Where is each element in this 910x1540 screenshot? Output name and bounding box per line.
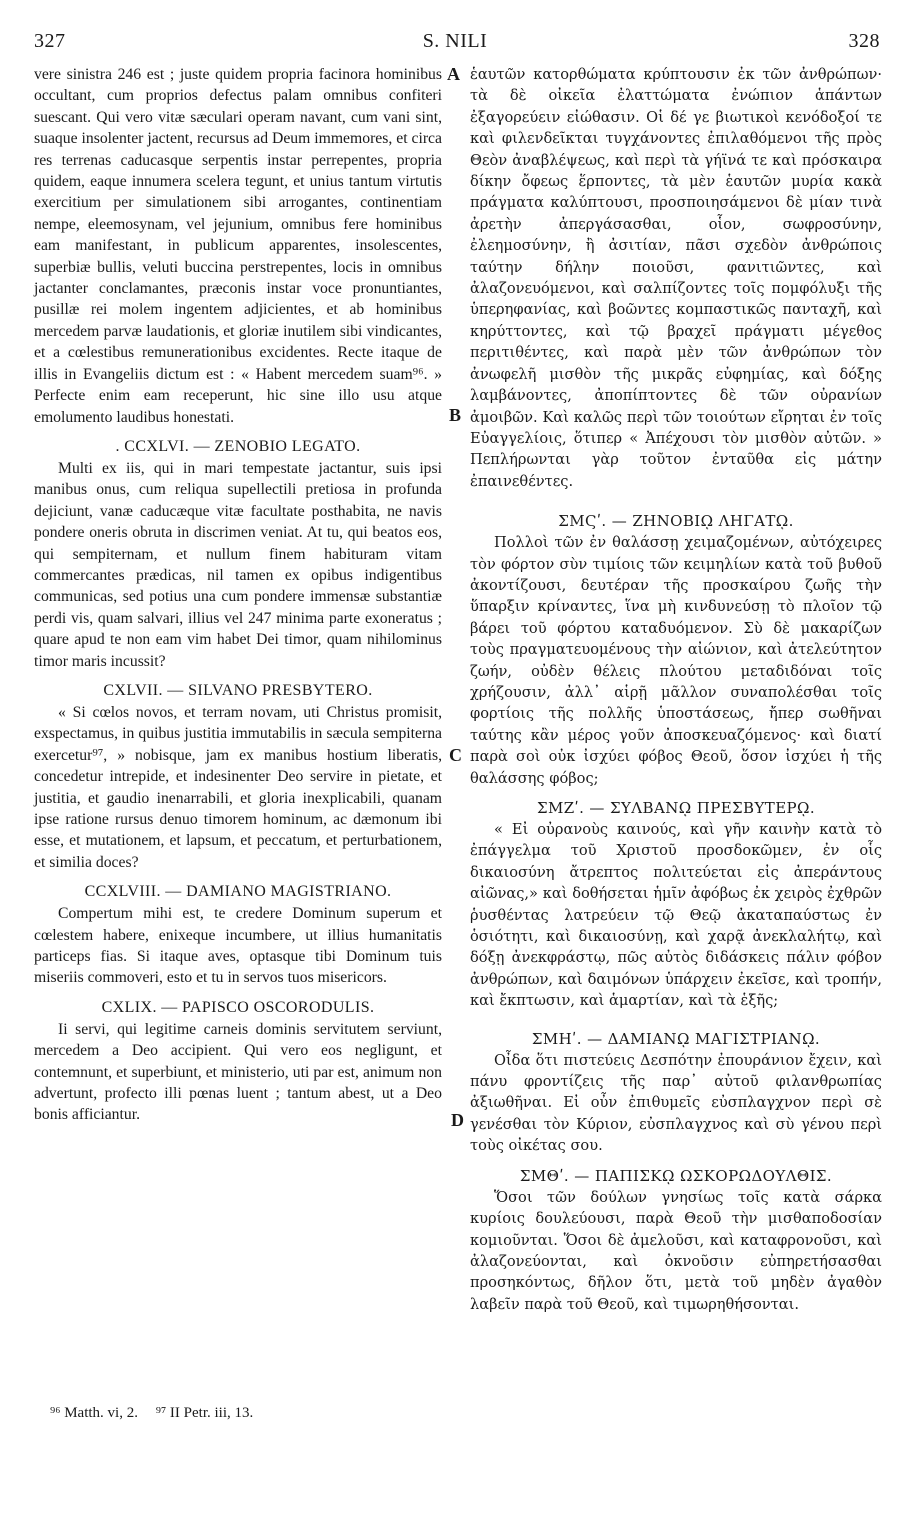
- latin-letter-heading-247: CXLVII. — SILVANO PRESBYTERO.: [103, 681, 373, 699]
- greek-paragraph-intro: ἑαυτῶν κατορθώματα κρύπτουσιν ἐκ τῶν ἀνθρώπων· τὰ δὲ οἰκεῖα ἐλαττώματα ἐνώπιον ἁπάντων ἐξαγορεύειν εἰώθασιν. Οἱ δέ γε βιωτικοὶ κενόδοξοί τε καὶ φιλενδεῖκται τυγχάνοντες ἐπιλαθόμενοι τῆς πρὸς Θεὸν ἀναβλέψεως, καὶ περὶ τὰ γήϊνά τε καὶ πρόσκαιρα δίκην ὄφεως ἕρποντες, τὰ μὲν ἑαυτῶν μυρία κακὰ πράγματα καλύπτουσι, προσποιησάμενοι δὲ μίαν τινὰ ἀρετὴν ἀπεργάσασθαι, οἷον, σωφροσύνην, ἐλεημοσύνην, ἢ ἀσιτίαν, πᾶσι σχεδὸν ἀνθρώποις ταύτην δήλην ποιοῦσι, φανιτιῶντες, καὶ ἀλαζονευόμενοι, καὶ σαλπίζοντες τοῖς πομφόλυξι τῆς ὑπερηφανίας, καὶ βοῶντες κομπαστικῶς πανταχῆ, καὶ κηρύττοντες, καὶ τῷ βραχεῖ πράγματι μέγεθος περιτιθέντες, καὶ παρὰ μὲν τῶν ἀνθρώπων τὸν ἀνωφελῆ μισθὸν τῆς μικρᾶς εὐφημίας, καὶ δόξης λαμβάνοντες, ἀποπίπτοντες δὲ τῶν οὐρανίων ἀμοιβῶν. Καὶ καλῶς περὶ τῶν τοιούτων εἴρηται ἐν τοῖς Εὐαγγελίοις, ὅτιπερ « Ἀπέχουσι τὸν μισθὸν αὐτῶν. » Πεπλήρωνται γὰρ τοῦτον ἐνταῦθα εἰς μάτην ἐπαινεθέντες.: [470, 66, 882, 490]
- latin-letter-body-247: « Si cœlos novos, et terram novam, uti Christus promisit, exspectamus, in quibus justitia immutabilis in sæcula sempiterna exercetur⁹⁷, » nobisque, jam ex manibus hostium liberatis, concedetur intrepide, et indesinenter Deo servire in pietate, et justitia, et gaudio inenarrabili, et gloria inexplicabili, quanam ipse ratione rursus denuo timorem hominum, ac dæmonum ibi esse, et mutationem, et lapsum, et peccatum, et perturbationem, et similia doces?: [34, 703, 442, 871]
- latin-paragraph-intro: vere sinistra 246 est ; juste quidem propria facinora hominibus occultant, cum proprios defectus palam omnibus confiteri suescant. Qui vero vitæ sæculari operam navant, cum vani sint, suaque insolenter jactent, recursus ad Deum immemores, et circa res terrenas caducasque serpentis instar perrepentes, propria quidem, eaque innumera scelera tegunt, et unius tantum virtutis exercitium per simulationem sibi arrogantes, continentiam nempe, eleemosynam, vel jejunium, omnibus fere hominibus eam manifestant, in publicum apparentes, insolescentes, superbiæ bullis, veluti buccina perstrepentes, locis in omnibus jactanter conclamantes, præconis instar voce pronuntiantes, pusillæ rei molem ingentem adjicientes, et ab hominibus mercedem parvæ laudationis, et gloriæ inutilem sibi vindicantes, et a cœlestibus remunerationibus excidentes. Recte itaque de illis in Evangeliis dictum est : « Habent mercedem suam⁹⁶. » Perfecte enim eam receperunt, hic sine illo usu atque emolumento laudibus honestati.: [34, 66, 442, 426]
- greek-column: [470, 64, 882, 1315]
- margin-letter-b: B: [449, 405, 462, 425]
- greek-letter-heading-249: ΣΜΘʹ. — ΠΑΠΙΣΚῼ ΩΣΚΟΡΩΔΟΥΛΘΙΣ.: [519, 1166, 833, 1185]
- latin-letter-heading-246: . CCXLVI. — ZENOBIO LEGATO.: [115, 437, 361, 455]
- running-title: S. NILI: [422, 30, 488, 52]
- margin-letter-d: D: [451, 1110, 464, 1130]
- greek-letter-heading-247: ΣΜΖʹ. — ΣΥΛΒΑΝῼ ΠΡΕΣΒΥΤΕΡῼ.: [536, 799, 816, 817]
- greek-letter-body-247: « Εἰ οὐρανοὺς καινούς, καὶ γῆν καινὴν κατὰ τὸ ἐπάγγελμα τοῦ Χριστοῦ προσδοκῶμεν, ἐν οἷς δικαιοσύνη ἄτρεπτος πολιτεύεται εἰς ἀπεράντους αἰῶνας,» καὶ δοθήσεται ἡμῖν ἀφόβως ἐκ χειρὸς ἐχθρῶν ῥυσθέντας λατρεύειν τῷ Θεῷ ἀκαταπαύστως ἐν ὁσιότητι, καὶ δικαιοσύνῃ, καὶ χαρᾷ ἀνεκλαλήτῳ, καὶ δόξῃ ἀνεκφράστῳ, πῶς αὐτὸς διδάσκεις πάλιν φόβον ἀνθρώπων, καὶ δαιμόνων ὑπάρχειν ἐκεῖσε, καὶ τροπήν, καὶ ἔκπτωσιν, καὶ ἁμαρτίαν, καὶ τὰ ἑξῆς;: [470, 821, 882, 1010]
- greek-letter-body-246: Πολλοὶ τῶν ἐν θαλάσσῃ χειμαζομένων, αὐτόχειρες τὸν φόρτον σὺν τιμίοις τῶν κειμηλίων κατὰ τοῦ βυθοῦ ἀκοντίζουσι, δευτέραν τῆς προσκαίρου ζωῆς τὴν ὕπαρξιν κρίναντες, ἵνα μὴ κινδυνεύσῃ τὸ πλοῖον τῷ βάρει τοῦ φόρτου καταδυόμενον. Σὺ δὲ μακαρίζων τοὺς πραγματευομένους τὴν αἰώνιον, καὶ ἀτελεύτητον ζωήν, οὐδὲν θέλεις πλούτου μεταδιδόναι τοῖς χρήζουσιν, ἀλλ᾽ αἱρῇ μᾶλλον συναπολέσθαι τοῖς φορτίοις τῆς πολλῆς ὑποστάσεως, ἤπερ σωθῆναι ταύτης κἂν μέρος γοῦν ἀποσκευαζόμενος· καὶ διατί παρὰ σοὶ οὐκ ἰσχύει φόβος Θεοῦ, ὅσον ἰσχύει ἡ τῆς θαλάσσης φόβος;: [470, 534, 882, 787]
- latin-letter-body-246: Multi ex iis, qui in mari tempestate jactantur, suis ipsi manibus onus, cum reliqua supellectili pretiosa in profunda dejiciunt, vanæ caducæque vitæ facultate posthabita, ne navis pondere oneris obruta in discrimen veniat. At tu, qui beatos eos, qui sempiternam, et nullum finem habituram vitam commercantes prædicas, nil tamen ex opibus indigentibus communicas, sed potius una cum pondere immensæ substantiæ perdi vis, quam salvari, illius vel 247 minima parte exoneratus ; quare apud te non eam vim habet Dei timor, quam nihilominus timor maris incussit?: [34, 459, 442, 670]
- margin-letter-a: A: [447, 64, 460, 84]
- footnote-97: ⁹⁷ II Petr. iii, 13.: [155, 1405, 254, 1421]
- greek-letter-heading-246: ΣΜϚʹ. — ΖΗΝΟΒΙῼ ΛΗΓΑΤῼ.: [558, 512, 794, 531]
- footnotes: [50, 1405, 267, 1422]
- right-page-number: 328: [848, 30, 880, 52]
- latin-letter-heading-248: CCXLVIII. — DAMIANO MAGISTRIANO.: [84, 883, 392, 901]
- latin-letter-heading-249: CXLIX. — PAPISCO OSCORODULIS.: [101, 998, 375, 1016]
- greek-letter-body-249: Ὅσοι τῶν δούλων γνησίως τοῖς κατὰ σάρκα κυρίοις δουλεύουσι, παρὰ Θεοῦ τὴν μισθαποδοσίαν κομιοῦνται. Ὅσοι δὲ ἀμελοῦσι, καὶ καταφρονοῦσι, καὶ ἀλαζονεύονται, καὶ ὀκνοῦσιν εὐπηρετήσασθαι προσηκόντως, δῆλον ὅτι, μετὰ τοῦ μηδὲν ἀγαθὸν λαβεῖν παρὰ τοῦ Θεοῦ, καὶ τιμωρηθήσονται.: [470, 1188, 882, 1313]
- latin-letter-body-248: Compertum mihi est, te credere Dominum superum et cœlestem habere, enixeque incumbere, ut illius humanitatis particeps fias. Si itaque aves, optasque tibi Dominum tuis miseriis commoveri, esto et tu in servos tuos misericors.: [34, 905, 442, 987]
- latin-letter-body-249: Ii servi, qui legitime carneis dominis servitutem serviunt, mercedem a Deo accipient. Qui vero eos negligunt, et contemnunt, et superbiunt, et ministerio, uti par est, animum non advertunt, profecto illi pœnas luent ; tantum abest, ut a Deo bonis afficiantur.: [34, 1020, 442, 1124]
- margin-letter-c: C: [449, 745, 462, 765]
- greek-letter-body-248: Οἶδα ὅτι πιστεύεις Δεσπότην ἐπουράνιον ἔχειν, καὶ πάνυ φροντίζεις τῆς παρ᾽ αὐτοῦ φιλανθρωπίας ἀξιωθῆναι. Εἰ οὖν ἐπιθυμεῖς εὐσπλαγχνον περὶ σὲ γενέσθαι τὸν Κύριον, εὐσπλαγχνος καὶ σὺ γένου περὶ τοὺς οἰκέτας σου.: [470, 1051, 882, 1155]
- left-page-number: 327: [34, 30, 66, 52]
- page-header: [30, 30, 880, 60]
- latin-column: [34, 64, 442, 1126]
- greek-letter-heading-248: ΣΜΗʹ. — ΔΑΜΙΑΝῼ ΜΑΓΙΣΤΡΙΑΝῼ.: [531, 1029, 821, 1048]
- footnote-96: ⁹⁶ Matth. vi, 2.: [50, 1405, 138, 1421]
